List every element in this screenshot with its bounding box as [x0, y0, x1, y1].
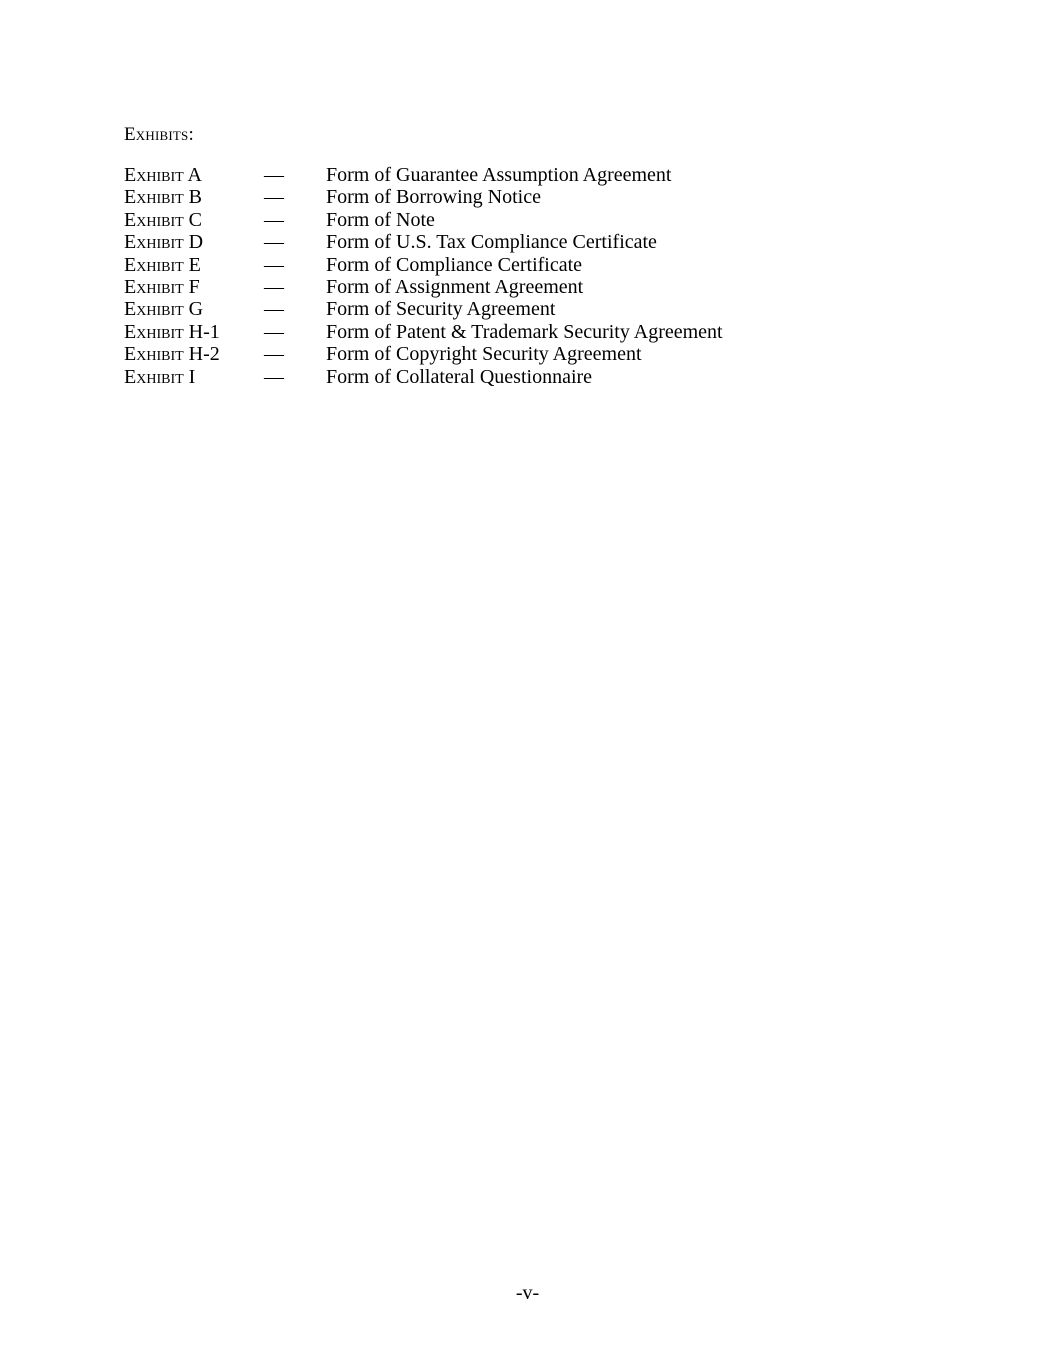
exhibit-title: Form of Patent & Trademark Security Agreement [326, 320, 723, 343]
exhibit-row [124, 164, 723, 186]
exhibit-title: Form of Assignment Agreement [326, 275, 584, 298]
exhibit-dash: — [264, 320, 284, 343]
exhibit-label: Exhibit F [124, 275, 200, 298]
exhibit-row [124, 298, 723, 320]
exhibit-dash: — [264, 343, 284, 366]
exhibit-row [124, 186, 723, 208]
exhibit-dash: — [264, 298, 284, 321]
exhibit-title: Form of U.S. Tax Compliance Certificate [326, 231, 657, 254]
exhibit-title: Form of Note [326, 208, 435, 231]
exhibit-row [124, 321, 723, 343]
exhibit-label: Exhibit H-1 [124, 320, 220, 343]
exhibit-label: Exhibit E [124, 253, 201, 276]
exhibit-dash: — [264, 186, 284, 209]
exhibit-label: Exhibit G [124, 298, 204, 321]
exhibit-row [124, 276, 723, 298]
exhibits-heading: Exhibits: [124, 124, 194, 145]
exhibit-title: Form of Guarantee Assumption Agreement [326, 164, 672, 186]
exhibit-row [124, 209, 723, 231]
exhibit-label: Exhibit I [124, 365, 196, 388]
exhibit-label: Exhibit C [124, 208, 202, 231]
exhibit-label: Exhibit D [124, 231, 204, 254]
exhibit-row [124, 343, 723, 365]
exhibit-dash: — [264, 275, 284, 298]
exhibit-title: Form of Copyright Security Agreement [326, 343, 642, 366]
exhibit-dash: — [264, 365, 284, 388]
page-number: -v- [515, 1282, 540, 1304]
exhibit-row [124, 366, 723, 388]
exhibit-label: Exhibit H-2 [124, 343, 220, 366]
exhibit-title: Form of Borrowing Notice [326, 186, 541, 209]
exhibit-dash: — [264, 231, 284, 254]
exhibit-row [124, 231, 723, 253]
exhibit-title: Form of Security Agreement [326, 298, 556, 321]
exhibit-dash: — [264, 208, 284, 231]
exhibit-dash: — [264, 253, 284, 276]
exhibit-list [124, 164, 723, 388]
exhibit-dash: — [264, 164, 284, 186]
exhibit-title: Form of Compliance Certificate [326, 253, 583, 276]
exhibit-row [124, 254, 723, 276]
exhibit-label: Exhibit B [124, 186, 202, 209]
exhibit-label: Exhibit A [124, 164, 202, 186]
exhibit-title: Form of Collateral Questionnaire [326, 365, 593, 388]
